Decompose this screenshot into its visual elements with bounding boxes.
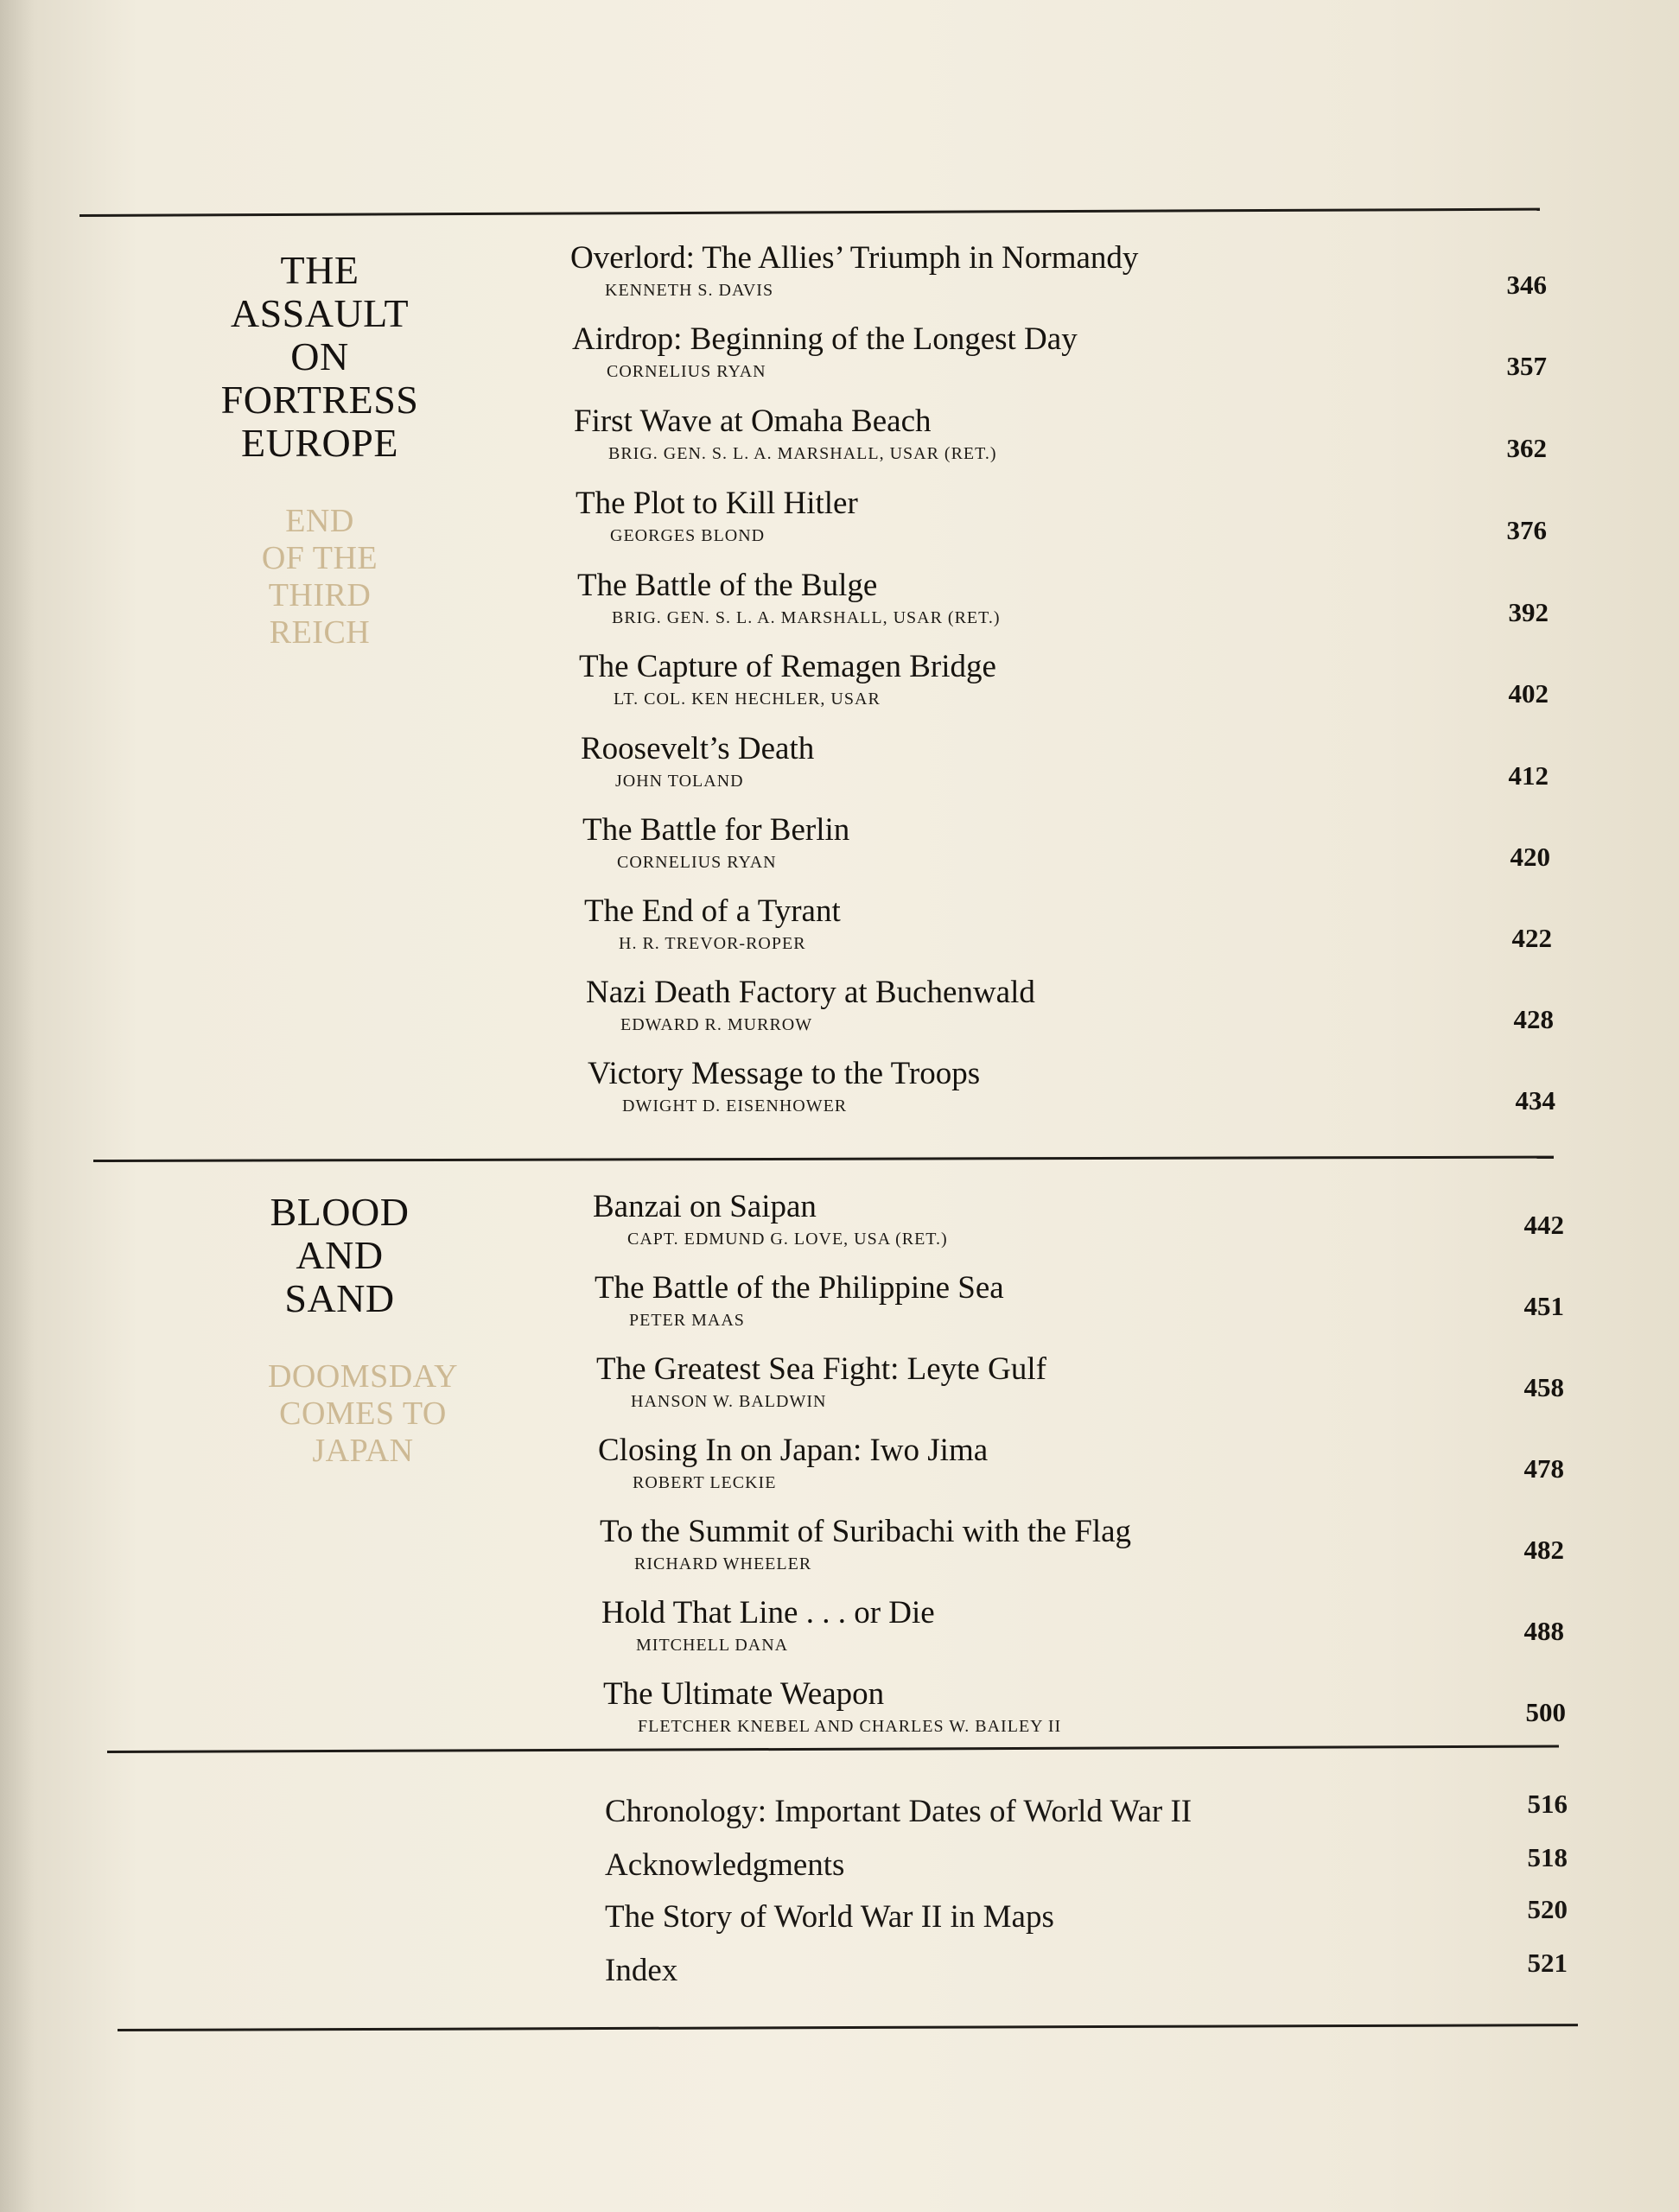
section-title-line: EUROPE <box>241 421 398 465</box>
entry-page-number[interactable]: 392 <box>1508 597 1549 627</box>
entry-page-number[interactable]: 357 <box>1506 351 1547 381</box>
toc-entry[interactable] <box>584 893 1578 975</box>
entry-author: KENNETH S. DAVIS <box>605 281 774 300</box>
entry-page-number[interactable]: 402 <box>1508 678 1549 709</box>
entry-title[interactable]: The Plot to Kill Hitler <box>576 486 858 521</box>
entry-title[interactable]: Victory Message to the Troops <box>588 1056 981 1091</box>
section-title-line: SAND <box>284 1276 395 1320</box>
section-subtitle-line: OF THE <box>261 540 378 576</box>
toc-entry[interactable] <box>586 975 1580 1056</box>
toc-entry[interactable] <box>570 240 1564 321</box>
back-matter-entry[interactable] <box>605 1789 1599 1842</box>
entry-title[interactable]: The Greatest Sea Fight: Leyte Gulf <box>596 1351 1046 1387</box>
toc-entry[interactable] <box>588 1056 1581 1137</box>
entry-author: GEORGES BLOND <box>610 526 766 545</box>
toc-entry[interactable] <box>593 1189 1587 1270</box>
toc-entry[interactable] <box>581 731 1574 812</box>
entry-page-number[interactable]: 478 <box>1523 1453 1564 1484</box>
toc-entry[interactable] <box>579 649 1573 730</box>
section-title-line: ASSAULT <box>230 291 410 335</box>
entry-author: CORNELIUS RYAN <box>617 853 777 872</box>
section-title-line: AND <box>296 1233 384 1277</box>
entry-title[interactable]: The Battle of the Philippine Sea <box>595 1270 1004 1306</box>
entry-page-number[interactable]: 420 <box>1510 842 1550 872</box>
back-matter-page-number[interactable]: 520 <box>1527 1894 1568 1924</box>
entry-page-number[interactable]: 442 <box>1523 1210 1564 1240</box>
entry-page-number[interactable]: 428 <box>1513 1004 1554 1034</box>
entry-page-number[interactable]: 488 <box>1523 1616 1564 1646</box>
back-matter-page-number[interactable]: 516 <box>1527 1789 1568 1819</box>
entry-author: DWIGHT D. EISENHOWER <box>622 1096 848 1116</box>
toc-entry[interactable] <box>603 1676 1597 1758</box>
toc-entry[interactable] <box>598 1433 1592 1514</box>
section-title-line: ON <box>290 334 349 378</box>
section-title-line: BLOOD <box>270 1190 410 1234</box>
toc-entry[interactable] <box>595 1270 1588 1351</box>
section-title-line: THE <box>280 248 359 292</box>
entry-author: EDWARD R. MURROW <box>620 1015 813 1034</box>
toc-entry[interactable] <box>574 404 1568 485</box>
section-subtitle-line: JAPAN <box>312 1433 414 1469</box>
toc-entry[interactable] <box>572 321 1566 403</box>
entry-title[interactable]: The End of a Tyrant <box>584 893 841 929</box>
back-matter-page-number[interactable]: 518 <box>1527 1842 1568 1872</box>
section-subheading <box>233 1358 493 1470</box>
entry-page-number[interactable]: 376 <box>1506 515 1547 545</box>
section-subtitle-line: DOOMSDAY <box>267 1358 459 1395</box>
section-subtitle <box>181 503 458 652</box>
entry-author: HANSON W. BALDWIN <box>631 1392 827 1411</box>
entry-title[interactable]: The Ultimate Weapon <box>603 1676 885 1712</box>
entry-title[interactable]: To the Summit of Suribachi with the Flag <box>600 1514 1132 1549</box>
entry-title[interactable]: The Capture of Remagen Bridge <box>579 649 996 684</box>
entry-author: FLETCHER KNEBEL AND CHARLES W. BAILEY II <box>638 1717 1062 1736</box>
entry-title[interactable]: Nazi Death Factory at Buchenwald <box>586 975 1035 1010</box>
back-matter-entry[interactable] <box>605 1842 1599 1896</box>
section-subtitle <box>233 1358 493 1470</box>
entry-author: JOHN TOLAND <box>615 772 744 791</box>
back-matter-page-number[interactable]: 521 <box>1527 1948 1568 1978</box>
toc-entry[interactable] <box>600 1514 1593 1595</box>
back-matter-entry[interactable] <box>605 1894 1599 1948</box>
entry-page-number[interactable]: 362 <box>1506 433 1547 463</box>
section-subtitle-line: COMES TO <box>279 1395 447 1432</box>
entry-author: CAPT. EDMUND G. LOVE, USA (RET.) <box>627 1230 948 1249</box>
entry-author: ROBERT LECKIE <box>633 1473 777 1492</box>
section-title-line: FORTRESS <box>220 378 419 422</box>
back-matter-title[interactable]: Acknowledgments <box>605 1847 845 1883</box>
entry-author: BRIG. GEN. S. L. A. MARSHALL, USAR (RET.) <box>608 444 997 463</box>
entry-page-number[interactable]: 346 <box>1506 270 1547 300</box>
entry-page-number[interactable]: 422 <box>1511 923 1552 953</box>
top-rule <box>79 208 1540 217</box>
toc-entry[interactable] <box>596 1351 1590 1433</box>
entry-title[interactable]: Hold That Line . . . or Die <box>601 1595 935 1630</box>
toc-entry[interactable] <box>576 486 1569 567</box>
entry-page-number[interactable]: 458 <box>1523 1372 1564 1402</box>
section-heading <box>214 1191 465 1320</box>
entry-title[interactable]: Banzai on Saipan <box>593 1189 817 1224</box>
back-matter-title[interactable]: The Story of World War II in Maps <box>605 1899 1054 1935</box>
section-heading <box>181 249 458 652</box>
entry-title[interactable]: Roosevelt’s Death <box>581 731 815 766</box>
back-matter-title[interactable]: Chronology: Important Dates of World War II <box>605 1794 1192 1829</box>
back-matter-entry[interactable] <box>605 1948 1599 2001</box>
toc-entry[interactable] <box>601 1595 1595 1676</box>
entry-author: PETER MAAS <box>629 1311 745 1330</box>
section-divider-rule <box>93 1156 1554 1162</box>
toc-entry[interactable] <box>577 568 1571 649</box>
entry-title[interactable]: Overlord: The Allies’ Triumph in Normandy <box>570 240 1139 276</box>
entry-page-number[interactable]: 451 <box>1523 1291 1564 1321</box>
entry-author: BRIG. GEN. S. L. A. MARSHALL, USAR (RET.) <box>612 608 1001 627</box>
section-title <box>181 249 458 465</box>
entry-title[interactable]: The Battle for Berlin <box>582 812 850 848</box>
entry-author: LT. COL. KEN HECHLER, USAR <box>614 690 881 709</box>
section-subtitle-line: THIRD <box>268 577 372 613</box>
entry-author: CORNELIUS RYAN <box>607 362 766 381</box>
entry-title[interactable]: First Wave at Omaha Beach <box>574 404 932 439</box>
entry-page-number[interactable]: 412 <box>1508 760 1549 791</box>
section-subtitle-line: END <box>285 503 354 539</box>
entry-title[interactable]: The Battle of the Bulge <box>577 568 878 603</box>
back-matter-title[interactable]: Index <box>605 1953 678 1988</box>
entry-page-number[interactable]: 434 <box>1515 1085 1555 1116</box>
entry-author: RICHARD WHEELER <box>634 1554 812 1573</box>
bottom-rule <box>118 2024 1578 2031</box>
section-subtitle-line: REICH <box>269 614 371 651</box>
toc-entry[interactable] <box>582 812 1576 893</box>
section-title <box>214 1191 465 1320</box>
entry-author: MITCHELL DANA <box>636 1636 789 1655</box>
entry-title[interactable]: Closing In on Japan: Iwo Jima <box>598 1433 989 1468</box>
entry-page-number[interactable]: 482 <box>1523 1535 1564 1565</box>
entry-title[interactable]: Airdrop: Beginning of the Longest Day <box>572 321 1078 357</box>
entry-page-number[interactable]: 500 <box>1525 1697 1566 1727</box>
entry-author: H. R. TREVOR-ROPER <box>619 934 806 953</box>
